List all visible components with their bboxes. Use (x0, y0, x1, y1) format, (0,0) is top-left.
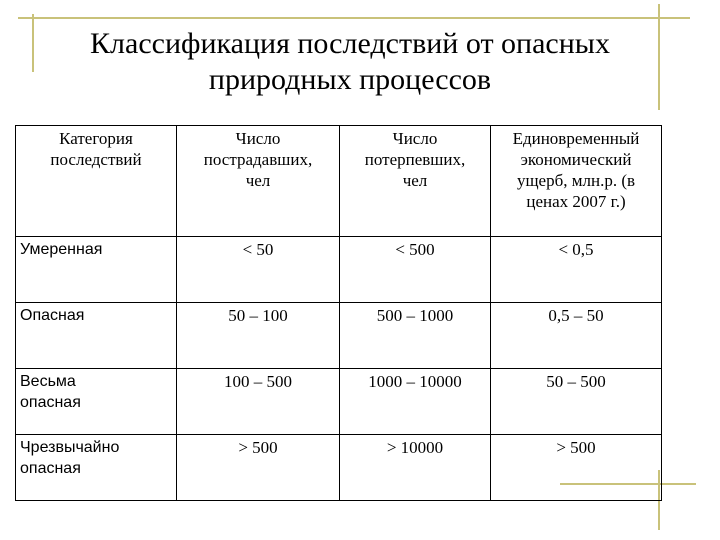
header-text-line: Категория (59, 129, 133, 148)
table-header-row (16, 126, 662, 237)
header-damage (491, 126, 662, 237)
affected-cell: 1000 – 10000 (340, 369, 491, 435)
header-text-line: последствий (50, 150, 142, 169)
title-line-1: Классификация последствий от опасных (90, 27, 610, 60)
damage-cell: 50 – 500 (491, 369, 662, 435)
title-line-2: природных процессов (208, 63, 492, 96)
table-row (16, 303, 662, 369)
row-category-line: опасная (20, 460, 81, 477)
page-title (40, 26, 660, 98)
header-text-line: чел (402, 171, 428, 190)
row-category-cell (16, 303, 177, 369)
row-category-line: Чрезвычайно (20, 439, 120, 456)
header-victims (177, 126, 340, 237)
victims-cell: < 50 (177, 237, 340, 303)
damage-cell: 0,5 – 50 (491, 303, 662, 369)
victims-cell: 50 – 100 (177, 303, 340, 369)
header-text-line: Единовременный (512, 129, 640, 148)
row-category-cell (16, 435, 177, 501)
row-category-cell (16, 369, 177, 435)
header-text-line: Число (235, 129, 281, 148)
consequences-table (15, 125, 662, 501)
row-category-line: Опасная (20, 307, 85, 324)
frame-line-top (18, 17, 690, 19)
header-text-line: чел (245, 171, 271, 190)
header-text-line: пострадавших, (203, 150, 313, 169)
header-affected (340, 126, 491, 237)
table-row (16, 237, 662, 303)
affected-cell: > 10000 (340, 435, 491, 501)
header-text-line: ценах 2007 г.) (526, 192, 626, 211)
row-category-line: Умеренная (20, 241, 103, 258)
damage-cell: > 500 (491, 435, 662, 501)
header-text-line: потерпевших, (364, 150, 466, 169)
victims-cell: > 500 (177, 435, 340, 501)
header-text-line: Число (392, 129, 438, 148)
row-category-line: Весьма (20, 373, 76, 390)
affected-cell: < 500 (340, 237, 491, 303)
header-category (16, 126, 177, 237)
frame-line-left (32, 14, 34, 72)
damage-cell: < 0,5 (491, 237, 662, 303)
victims-cell: 100 – 500 (177, 369, 340, 435)
affected-cell: 500 – 1000 (340, 303, 491, 369)
header-text-line: ущерб, млн.р. (в (516, 171, 636, 190)
table-row (16, 369, 662, 435)
table-row (16, 435, 662, 501)
row-category-cell (16, 237, 177, 303)
row-category-line: опасная (20, 394, 81, 411)
header-text-line: экономический (520, 150, 632, 169)
